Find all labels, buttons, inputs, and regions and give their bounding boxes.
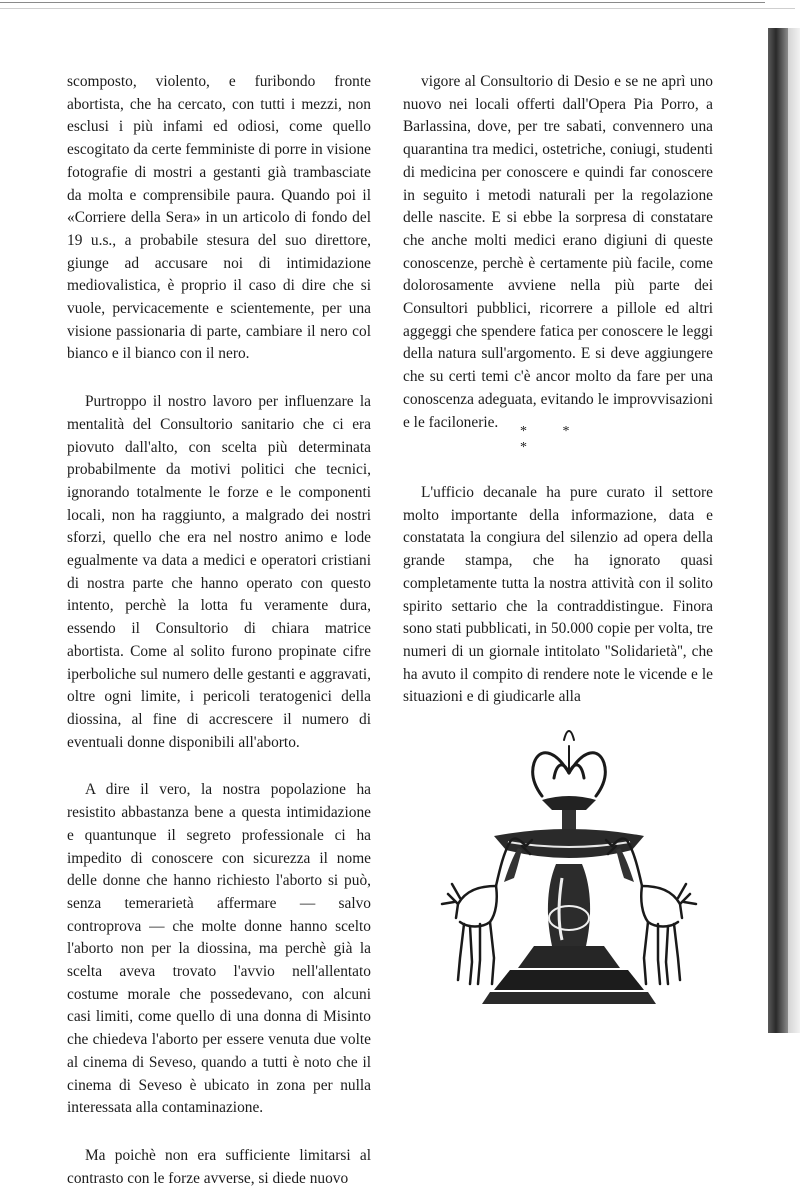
right-paragraph-2: L'ufficio decanale ha pure curato il settore molto importante della informazione, data e constatata la congiura del silenzio ad opera della grande stampa, che ha ignorato quasi completamente tutta la nostra attività con il solito spirito settario che la contraddistingue. Finora sono stati pubblicati, in 50.000 copie per volta, tre numeri di un giornale intitolato ''Solidarietà'', che ha avuto il compito di rendere note le vicende e le situazioni e di giudicarle alla xyxy=(403,484,713,706)
page-edge-shadow xyxy=(768,28,788,1033)
top-rule xyxy=(0,2,765,3)
top-rule-secondary xyxy=(0,8,795,9)
left-paragraph-4: Ma poichè non era sufficiente limitarsi al contrasto con le forze avverse, si diede nuovo xyxy=(67,1146,371,1187)
left-paragraph-2: Purtroppo il nostro lavoro per influenzare la mentalità del Consultorio sanitario che ci era piovuto dall'alto, con scelta più determinata probabilmente da motivi politici che tecnici, ignorando totalmente le forze e le componenti locali, non ha raggiunto, a malgrado dei nostri sforzi, quello che era nel nostro animo e lode egualmente va data a medici e operatori cristiani di nostra parte che hanno operato con questo intento, perchè la lotta fu veramente dura, essendo il Consultorio di chiara matrice abortista. Come al solito furono propinate cifre iperboliche sul numero delle gestanti e aggravati, oltre ogni limite, i pericoli teratogenici della diossina, al fine di accrescere il numero di eventuali donne disponibili all'aborto. xyxy=(67,393,371,751)
left-paragraph-1: scomposto, violento, e furibondo fronte abortista, che ha cercato, con tutti i mezzi, non esclusi i più infami ed odiosi, come quello escogitato da certe femministe di porre in visione fotografie di mostri a gestanti già trambasciate da molta e comprensibile paura. Quando poi il «Corriere della Sera» in un articolo di fondo del 19 u.s., a probabile stesura del suo direttore, giunge ad accusare noi di intimidazione mediovalistica, è proprio il caso di dire che si vuole, pervicacemente e scientemente, per una visione passionaria di parte, cambiare il nero col bianco e il bianco con il nero. xyxy=(67,73,371,363)
left-paragraph-3: A dire il vero, la nostra popolazione ha resistito abbastanza bene a questa intimidazione e quantunque il segreto professionale ci ha impedito di conoscere con sicurezza il nome delle donne che hanno richiesto l'aborto si può, senza temerarietà affermare — salvo controprova — che molte donne hanno scelto l'aborto non per la diossina, ma perchè già la scelta aveva trovato l'avvio nell'allentato costume morale che possedevano, con alcuni casi limiti, come quello di una donna di Misinto che chiedeva l'aborto per essere venuta due volte al cinema di Seveso, quando a tutti è noto che il cinema di Seveso è ubicato in zona per nulla interessata alla contaminazione. xyxy=(67,781,371,1117)
right-column-lower xyxy=(403,482,713,709)
page-edge-highlight xyxy=(788,28,800,1033)
left-column xyxy=(67,71,371,1190)
right-column xyxy=(403,71,713,434)
right-paragraph-1: vigore al Consultorio di Desio e se ne aprì uno nuovo nei locali offerti dall'Opera Pia Porro, a Barlassina, dove, per tre sabati, convennero una quarantina tra medici, ostetriche, coniugi, studenti di medicina per conoscere e quindi far conoscere in seguito i metodi naturali per la regolazione delle nascite. E si ebbe la sorpresa di constatare che anche molti medici erano digiuni di queste conoscenze, perchè è certamente più facile, come dolorosamente avviene nella più parte dei Consultori pubblici, ricorrere a pillole ed altri aggeggi che spendere fatica per conoscere le leggi della natura sull'argomento. E si deve aggiungere che su certi temi c'è ancor molto da fare per una conoscenza adeguata, evitando le improvvisazioni e le facilonerie. xyxy=(403,73,713,431)
section-separator: * * * xyxy=(520,424,586,455)
fountain-with-deer-illustration xyxy=(434,718,704,1018)
